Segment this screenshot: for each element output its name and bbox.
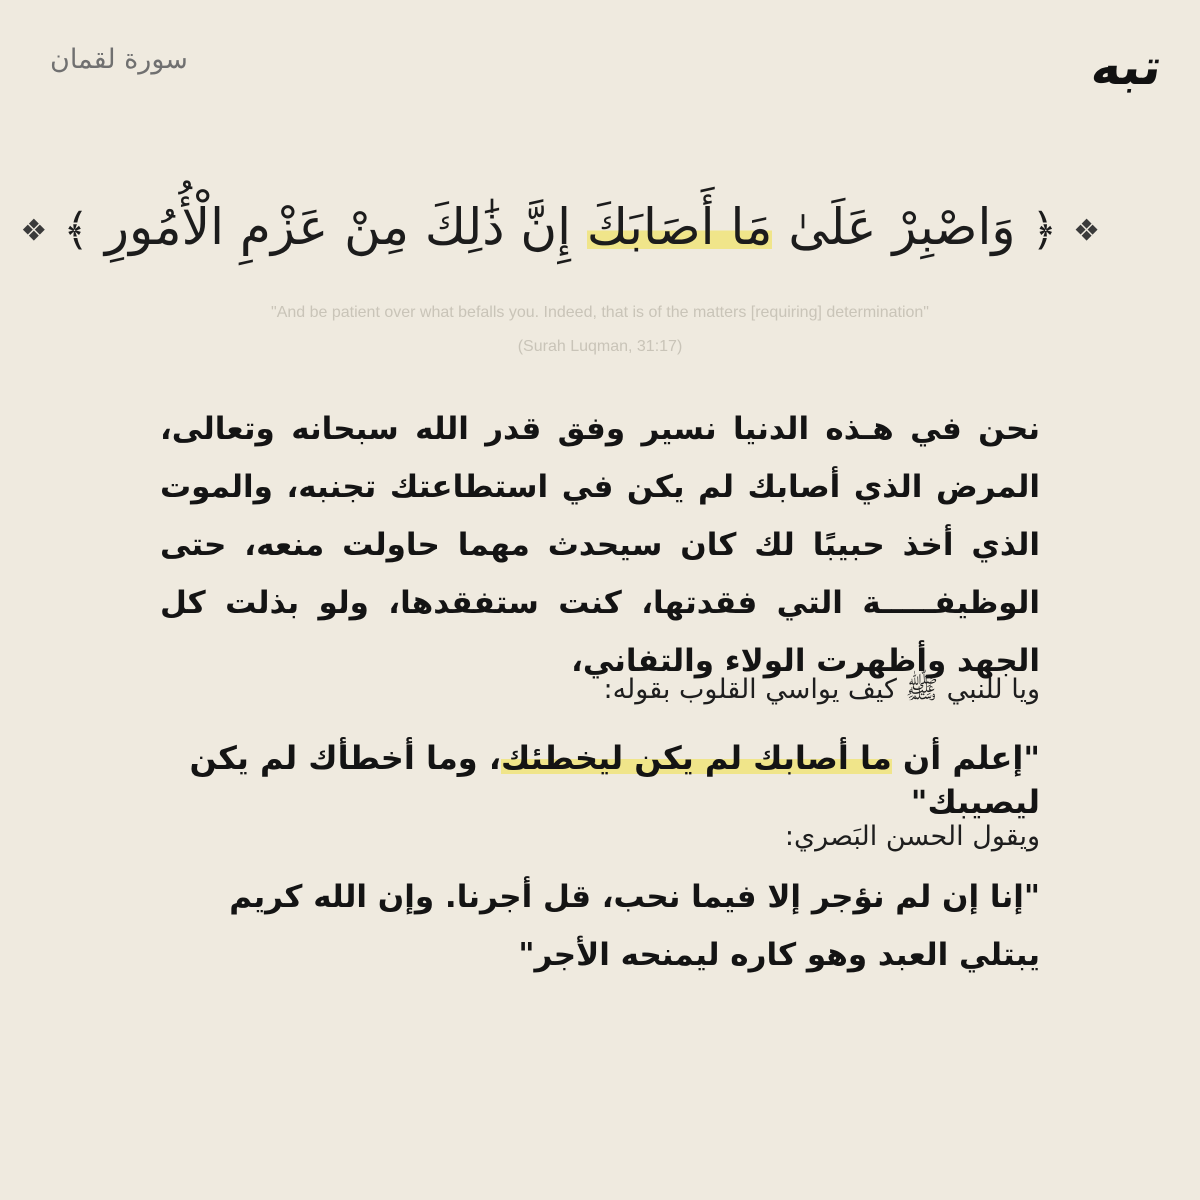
- ornament-icon: ❖: [20, 213, 48, 249]
- prophet-intro: ويا للنبي ﷺ كيف يواسي القلوب بقوله:: [603, 674, 1040, 705]
- translation-block: [80, 296, 1120, 364]
- surah-name: سورة لقمان: [50, 44, 188, 75]
- verse-text-start: وَاصْبِرْ عَلَىٰ: [772, 198, 1016, 256]
- hadith-suffix: ، وما أخطأك لم يكن ليصيبك": [189, 739, 1040, 821]
- verse-open-bracket: ﴿: [1031, 205, 1058, 256]
- main-paragraph: نحن في هـذه الدنيا نسير وفق قدر الله سبحانه وتعالى، المرض الذي أصابك لم يكن في استطاعتك تجنبه، والموت الذي أخذ حبيبًا لك كان سيحدث مهما حاولت منعه، حتى الوظيفـــــة التي فقدتها، كنت ستفقدها، ولو بذلت كل الجهد وأظهرت الولاء والتفاني،: [160, 411, 1040, 679]
- quran-verse: [20, 190, 1100, 265]
- hasan-quote: "إنا إن لم نؤجر إلا فيما نحب، قل أجرنا. وإن الله كريم يبتلي العبد وهو كاره ليمنحه الأجر": [229, 879, 1040, 973]
- ornament-icon: ❖: [1073, 213, 1100, 249]
- hadith-prefix: "إعلم أن: [891, 739, 1040, 777]
- translation-reference: (Surah Luqman, 31:17): [517, 338, 683, 355]
- translation-text: "And be patient over what befalls you. Indeed, that is of the matters [requiring] determination": [271, 304, 929, 321]
- verse-text-end: إِنَّ ذَٰلِكَ مِنْ عَزْمِ الْأُمُورِ: [104, 198, 587, 256]
- verse-highlighted-text: مَا أَصَابَكَ: [586, 198, 773, 256]
- hasan-intro: ويقول الحسن البَصري:: [784, 821, 1040, 852]
- brand-logo: تبه: [1088, 38, 1167, 96]
- hadith-highlighted: ما أصابك لم يكن ليخطئك: [500, 739, 892, 777]
- verse-close-bracket: ﴾: [63, 205, 89, 256]
- hadith-quote: [160, 736, 1040, 824]
